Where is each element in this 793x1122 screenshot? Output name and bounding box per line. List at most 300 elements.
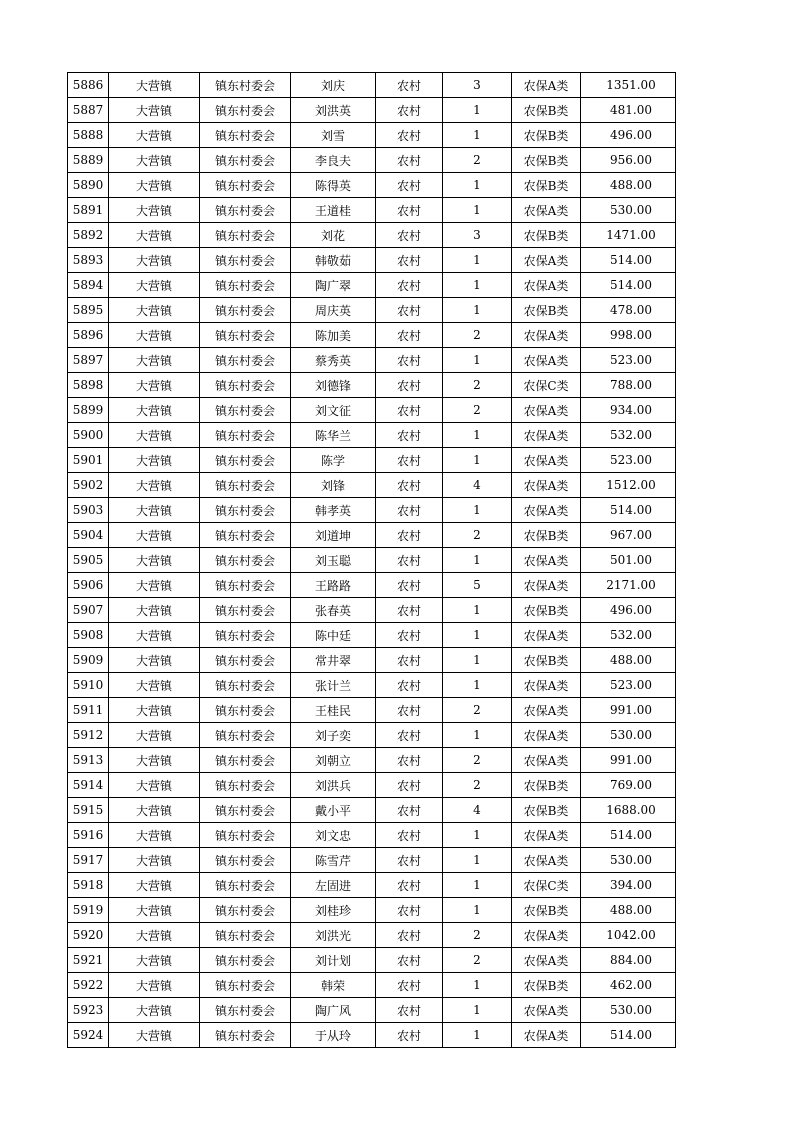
person-name-cell: 陈学 (291, 448, 376, 473)
area-type-cell: 农村 (376, 548, 443, 573)
amount-value: 478.00 (610, 303, 652, 317)
village-committee-cell: 镇东村委会 (200, 73, 291, 98)
area-type-cell: 农村 (376, 198, 443, 223)
insurance-category-cell: 农保B类 (512, 648, 581, 673)
insurance-category-cell: 农保A类 (512, 498, 581, 523)
table-row (68, 873, 676, 898)
record-id-cell: 5903 (68, 498, 109, 523)
person-name-cell: 常井翠 (291, 648, 376, 673)
insurance-category-cell: 农保B类 (512, 598, 581, 623)
household-count-cell: 2 (443, 948, 512, 973)
village-committee-cell: 镇东村委会 (200, 723, 291, 748)
person-name-cell: 刘洪英 (291, 98, 376, 123)
area-type-cell: 农村 (376, 248, 443, 273)
person-name-cell: 陈中廷 (291, 623, 376, 648)
insurance-category-cell: 农保B类 (512, 798, 581, 823)
table-row (68, 448, 676, 473)
record-id-cell: 5905 (68, 548, 109, 573)
insurance-category-cell: 农保B类 (512, 123, 581, 148)
table-row (68, 773, 676, 798)
household-count-cell: 1 (443, 723, 512, 748)
record-id-cell: 5911 (68, 698, 109, 723)
record-id-cell: 5890 (68, 173, 109, 198)
amount-value: 496.00 (610, 603, 652, 617)
town-cell: 大营镇 (109, 248, 200, 273)
village-committee-cell: 镇东村委会 (200, 923, 291, 948)
table-row (68, 498, 676, 523)
record-id-cell: 5917 (68, 848, 109, 873)
amount-value: 488.00 (610, 178, 652, 192)
amount-cell (581, 898, 676, 923)
amount-value: 956.00 (610, 153, 652, 167)
area-type-cell: 农村 (376, 223, 443, 248)
table-row (68, 173, 676, 198)
table-row (68, 273, 676, 298)
record-id-cell: 5887 (68, 98, 109, 123)
area-type-cell: 农村 (376, 423, 443, 448)
person-name-cell: 王路路 (291, 573, 376, 598)
household-count-cell: 1 (443, 648, 512, 673)
table-row (68, 198, 676, 223)
amount-value: 496.00 (610, 128, 652, 142)
village-committee-cell: 镇东村委会 (200, 323, 291, 348)
roster-table-body (68, 73, 676, 1048)
village-committee-cell: 镇东村委会 (200, 823, 291, 848)
town-cell: 大营镇 (109, 398, 200, 423)
household-count-cell: 4 (443, 473, 512, 498)
household-count-cell: 2 (443, 323, 512, 348)
amount-cell (581, 673, 676, 698)
amount-value: 532.00 (610, 628, 652, 642)
insurance-category-cell: 农保A类 (512, 573, 581, 598)
person-name-cell: 刘庆 (291, 73, 376, 98)
town-cell: 大营镇 (109, 798, 200, 823)
village-committee-cell: 镇东村委会 (200, 798, 291, 823)
village-committee-cell: 镇东村委会 (200, 948, 291, 973)
town-cell: 大营镇 (109, 198, 200, 223)
household-count-cell: 1 (443, 198, 512, 223)
table-row (68, 248, 676, 273)
village-committee-cell: 镇东村委会 (200, 898, 291, 923)
amount-value: 991.00 (610, 753, 652, 767)
household-count-cell: 1 (443, 423, 512, 448)
table-row (68, 398, 676, 423)
insurance-category-cell: 农保A类 (512, 998, 581, 1023)
record-id-cell: 5888 (68, 123, 109, 148)
amount-value: 523.00 (610, 453, 652, 467)
record-id-cell: 5921 (68, 948, 109, 973)
amount-value: 530.00 (610, 1003, 652, 1017)
area-type-cell: 农村 (376, 798, 443, 823)
insurance-category-cell: 农保A类 (512, 423, 581, 448)
record-id-cell: 5901 (68, 448, 109, 473)
insurance-category-cell: 农保C类 (512, 373, 581, 398)
roster-table (67, 72, 676, 1048)
person-name-cell: 韩荣 (291, 973, 376, 998)
household-count-cell: 3 (443, 223, 512, 248)
insurance-category-cell: 农保A类 (512, 73, 581, 98)
person-name-cell: 韩敬茹 (291, 248, 376, 273)
table-row (68, 798, 676, 823)
amount-value: 530.00 (610, 203, 652, 217)
amount-value: 523.00 (610, 678, 652, 692)
amount-cell (581, 348, 676, 373)
table-row (68, 823, 676, 848)
insurance-category-cell: 农保B类 (512, 173, 581, 198)
village-committee-cell: 镇东村委会 (200, 748, 291, 773)
amount-value: 1042.00 (606, 928, 656, 942)
amount-value: 991.00 (610, 703, 652, 717)
person-name-cell: 陈得英 (291, 173, 376, 198)
village-committee-cell: 镇东村委会 (200, 648, 291, 673)
amount-cell (581, 423, 676, 448)
insurance-category-cell: 农保A类 (512, 748, 581, 773)
amount-value: 532.00 (610, 428, 652, 442)
village-committee-cell: 镇东村委会 (200, 473, 291, 498)
amount-cell (581, 948, 676, 973)
insurance-category-cell: 农保A类 (512, 923, 581, 948)
village-committee-cell: 镇东村委会 (200, 223, 291, 248)
town-cell: 大营镇 (109, 698, 200, 723)
insurance-category-cell: 农保B类 (512, 223, 581, 248)
household-count-cell: 1 (443, 298, 512, 323)
person-name-cell: 于从玲 (291, 1023, 376, 1048)
town-cell: 大营镇 (109, 948, 200, 973)
household-count-cell: 1 (443, 173, 512, 198)
area-type-cell: 农村 (376, 973, 443, 998)
amount-cell (581, 848, 676, 873)
household-count-cell: 3 (443, 73, 512, 98)
table-row (68, 723, 676, 748)
town-cell: 大营镇 (109, 373, 200, 398)
village-committee-cell: 镇东村委会 (200, 998, 291, 1023)
area-type-cell: 农村 (376, 773, 443, 798)
town-cell: 大营镇 (109, 973, 200, 998)
town-cell: 大营镇 (109, 73, 200, 98)
record-id-cell: 5918 (68, 873, 109, 898)
village-committee-cell: 镇东村委会 (200, 348, 291, 373)
record-id-cell: 5916 (68, 823, 109, 848)
table-row (68, 648, 676, 673)
person-name-cell: 刘玉聪 (291, 548, 376, 573)
record-id-cell: 5891 (68, 198, 109, 223)
table-row (68, 123, 676, 148)
village-committee-cell: 镇东村委会 (200, 98, 291, 123)
insurance-category-cell: 农保B类 (512, 973, 581, 998)
town-cell: 大营镇 (109, 773, 200, 798)
insurance-category-cell: 农保A类 (512, 623, 581, 648)
amount-cell (581, 798, 676, 823)
village-committee-cell: 镇东村委会 (200, 673, 291, 698)
area-type-cell: 农村 (376, 873, 443, 898)
town-cell: 大营镇 (109, 573, 200, 598)
household-count-cell: 5 (443, 573, 512, 598)
insurance-category-cell: 农保A类 (512, 473, 581, 498)
table-row (68, 848, 676, 873)
area-type-cell: 农村 (376, 73, 443, 98)
person-name-cell: 周庆英 (291, 298, 376, 323)
amount-cell (581, 623, 676, 648)
household-count-cell: 1 (443, 273, 512, 298)
village-committee-cell: 镇东村委会 (200, 248, 291, 273)
amount-value: 1688.00 (606, 803, 656, 817)
table-row (68, 673, 676, 698)
record-id-cell: 5914 (68, 773, 109, 798)
village-committee-cell: 镇东村委会 (200, 273, 291, 298)
table-row (68, 98, 676, 123)
insurance-category-cell: 农保A类 (512, 198, 581, 223)
area-type-cell: 农村 (376, 923, 443, 948)
table-row (68, 223, 676, 248)
town-cell: 大营镇 (109, 173, 200, 198)
household-count-cell: 1 (443, 348, 512, 373)
insurance-category-cell: 农保B类 (512, 98, 581, 123)
area-type-cell: 农村 (376, 98, 443, 123)
amount-value: 788.00 (610, 378, 652, 392)
area-type-cell: 农村 (376, 273, 443, 298)
village-committee-cell: 镇东村委会 (200, 873, 291, 898)
insurance-category-cell: 农保A类 (512, 548, 581, 573)
table-row (68, 423, 676, 448)
table-row (68, 548, 676, 573)
household-count-cell: 1 (443, 448, 512, 473)
village-committee-cell: 镇东村委会 (200, 1023, 291, 1048)
record-id-cell: 5889 (68, 148, 109, 173)
household-count-cell: 1 (443, 848, 512, 873)
person-name-cell: 蔡秀英 (291, 348, 376, 373)
table-row (68, 298, 676, 323)
person-name-cell: 刘子奕 (291, 723, 376, 748)
town-cell: 大营镇 (109, 623, 200, 648)
record-id-cell: 5908 (68, 623, 109, 648)
area-type-cell: 农村 (376, 398, 443, 423)
table-row (68, 573, 676, 598)
area-type-cell: 农村 (376, 848, 443, 873)
household-count-cell: 2 (443, 698, 512, 723)
amount-value: 514.00 (610, 253, 652, 267)
record-id-cell: 5919 (68, 898, 109, 923)
town-cell: 大营镇 (109, 448, 200, 473)
area-type-cell: 农村 (376, 523, 443, 548)
amount-cell (581, 473, 676, 498)
amount-value: 967.00 (610, 528, 652, 542)
table-row (68, 473, 676, 498)
table-row (68, 523, 676, 548)
household-count-cell: 2 (443, 373, 512, 398)
area-type-cell: 农村 (376, 898, 443, 923)
area-type-cell: 农村 (376, 298, 443, 323)
amount-cell (581, 523, 676, 548)
area-type-cell: 农村 (376, 623, 443, 648)
amount-value: 394.00 (610, 878, 652, 892)
village-committee-cell: 镇东村委会 (200, 123, 291, 148)
town-cell: 大营镇 (109, 873, 200, 898)
village-committee-cell: 镇东村委会 (200, 148, 291, 173)
household-count-cell: 1 (443, 598, 512, 623)
area-type-cell: 农村 (376, 823, 443, 848)
amount-cell (581, 548, 676, 573)
household-count-cell: 1 (443, 98, 512, 123)
person-name-cell: 刘文征 (291, 398, 376, 423)
household-count-cell: 1 (443, 873, 512, 898)
amount-value: 1512.00 (606, 478, 656, 492)
record-id-cell: 5924 (68, 1023, 109, 1048)
village-committee-cell: 镇东村委会 (200, 373, 291, 398)
table-row (68, 148, 676, 173)
record-id-cell: 5892 (68, 223, 109, 248)
insurance-category-cell: 农保A类 (512, 948, 581, 973)
amount-cell (581, 1023, 676, 1048)
record-id-cell: 5923 (68, 998, 109, 1023)
amount-cell (581, 173, 676, 198)
amount-value: 1471.00 (606, 228, 656, 242)
area-type-cell: 农村 (376, 573, 443, 598)
person-name-cell: 张春英 (291, 598, 376, 623)
table-row (68, 898, 676, 923)
person-name-cell: 韩孝英 (291, 498, 376, 523)
area-type-cell: 农村 (376, 598, 443, 623)
town-cell: 大营镇 (109, 473, 200, 498)
village-committee-cell: 镇东村委会 (200, 448, 291, 473)
person-name-cell: 刘锋 (291, 473, 376, 498)
town-cell: 大营镇 (109, 223, 200, 248)
village-committee-cell: 镇东村委会 (200, 623, 291, 648)
table-row (68, 348, 676, 373)
record-id-cell: 5912 (68, 723, 109, 748)
insurance-category-cell: 农保A类 (512, 823, 581, 848)
area-type-cell: 农村 (376, 348, 443, 373)
amount-value: 523.00 (610, 353, 652, 367)
town-cell: 大营镇 (109, 498, 200, 523)
household-count-cell: 1 (443, 823, 512, 848)
amount-cell (581, 648, 676, 673)
person-name-cell: 陈华兰 (291, 423, 376, 448)
insurance-category-cell: 农保B类 (512, 148, 581, 173)
person-name-cell: 刘桂珍 (291, 898, 376, 923)
household-count-cell: 1 (443, 898, 512, 923)
area-type-cell: 农村 (376, 148, 443, 173)
amount-value: 514.00 (610, 828, 652, 842)
village-committee-cell: 镇东村委会 (200, 598, 291, 623)
amount-value: 462.00 (610, 978, 652, 992)
person-name-cell: 刘德锋 (291, 373, 376, 398)
amount-cell (581, 573, 676, 598)
area-type-cell: 农村 (376, 323, 443, 348)
table-row (68, 923, 676, 948)
amount-cell (581, 298, 676, 323)
amount-value: 488.00 (610, 903, 652, 917)
area-type-cell: 农村 (376, 373, 443, 398)
town-cell: 大营镇 (109, 148, 200, 173)
person-name-cell: 刘朝立 (291, 748, 376, 773)
household-count-cell: 1 (443, 973, 512, 998)
amount-cell (581, 123, 676, 148)
person-name-cell: 张计兰 (291, 673, 376, 698)
record-id-cell: 5893 (68, 248, 109, 273)
insurance-category-cell: 农保B类 (512, 898, 581, 923)
person-name-cell: 陈加美 (291, 323, 376, 348)
area-type-cell: 农村 (376, 173, 443, 198)
town-cell: 大营镇 (109, 598, 200, 623)
record-id-cell: 5913 (68, 748, 109, 773)
town-cell: 大营镇 (109, 123, 200, 148)
household-count-cell: 2 (443, 523, 512, 548)
household-count-cell: 2 (443, 148, 512, 173)
area-type-cell: 农村 (376, 948, 443, 973)
amount-cell (581, 773, 676, 798)
person-name-cell: 刘雪 (291, 123, 376, 148)
insurance-category-cell: 农保A类 (512, 1023, 581, 1048)
amount-cell (581, 448, 676, 473)
town-cell: 大营镇 (109, 898, 200, 923)
village-committee-cell: 镇东村委会 (200, 773, 291, 798)
amount-cell (581, 198, 676, 223)
insurance-category-cell: 农保A类 (512, 248, 581, 273)
household-count-cell: 2 (443, 773, 512, 798)
amount-value: 514.00 (610, 278, 652, 292)
amount-value: 501.00 (610, 553, 652, 567)
person-name-cell: 陶广翠 (291, 273, 376, 298)
amount-value: 934.00 (610, 403, 652, 417)
person-name-cell: 李良夫 (291, 148, 376, 173)
amount-cell (581, 148, 676, 173)
amount-value: 481.00 (610, 103, 652, 117)
amount-value: 2171.00 (606, 578, 656, 592)
household-count-cell: 1 (443, 1023, 512, 1048)
area-type-cell: 农村 (376, 673, 443, 698)
insurance-category-cell: 农保B类 (512, 523, 581, 548)
village-committee-cell: 镇东村委会 (200, 848, 291, 873)
amount-cell (581, 498, 676, 523)
town-cell: 大营镇 (109, 673, 200, 698)
amount-cell (581, 273, 676, 298)
record-id-cell: 5895 (68, 298, 109, 323)
town-cell: 大营镇 (109, 723, 200, 748)
record-id-cell: 5922 (68, 973, 109, 998)
town-cell: 大营镇 (109, 423, 200, 448)
household-count-cell: 2 (443, 398, 512, 423)
amount-value: 769.00 (610, 778, 652, 792)
town-cell: 大营镇 (109, 923, 200, 948)
record-id-cell: 5894 (68, 273, 109, 298)
amount-cell (581, 723, 676, 748)
person-name-cell: 刘文忠 (291, 823, 376, 848)
amount-cell (581, 73, 676, 98)
amount-value: 514.00 (610, 503, 652, 517)
record-id-cell: 5896 (68, 323, 109, 348)
village-committee-cell: 镇东村委会 (200, 698, 291, 723)
person-name-cell: 刘洪兵 (291, 773, 376, 798)
town-cell: 大营镇 (109, 273, 200, 298)
household-count-cell: 1 (443, 498, 512, 523)
household-count-cell: 4 (443, 798, 512, 823)
village-committee-cell: 镇东村委会 (200, 423, 291, 448)
town-cell: 大营镇 (109, 823, 200, 848)
amount-cell (581, 698, 676, 723)
area-type-cell: 农村 (376, 648, 443, 673)
amount-value: 884.00 (610, 953, 652, 967)
household-count-cell: 1 (443, 998, 512, 1023)
insurance-category-cell: 农保A类 (512, 848, 581, 873)
record-id-cell: 5900 (68, 423, 109, 448)
table-row (68, 748, 676, 773)
village-committee-cell: 镇东村委会 (200, 498, 291, 523)
town-cell: 大营镇 (109, 98, 200, 123)
person-name-cell: 戴小平 (291, 798, 376, 823)
town-cell: 大营镇 (109, 323, 200, 348)
amount-cell (581, 398, 676, 423)
town-cell: 大营镇 (109, 523, 200, 548)
